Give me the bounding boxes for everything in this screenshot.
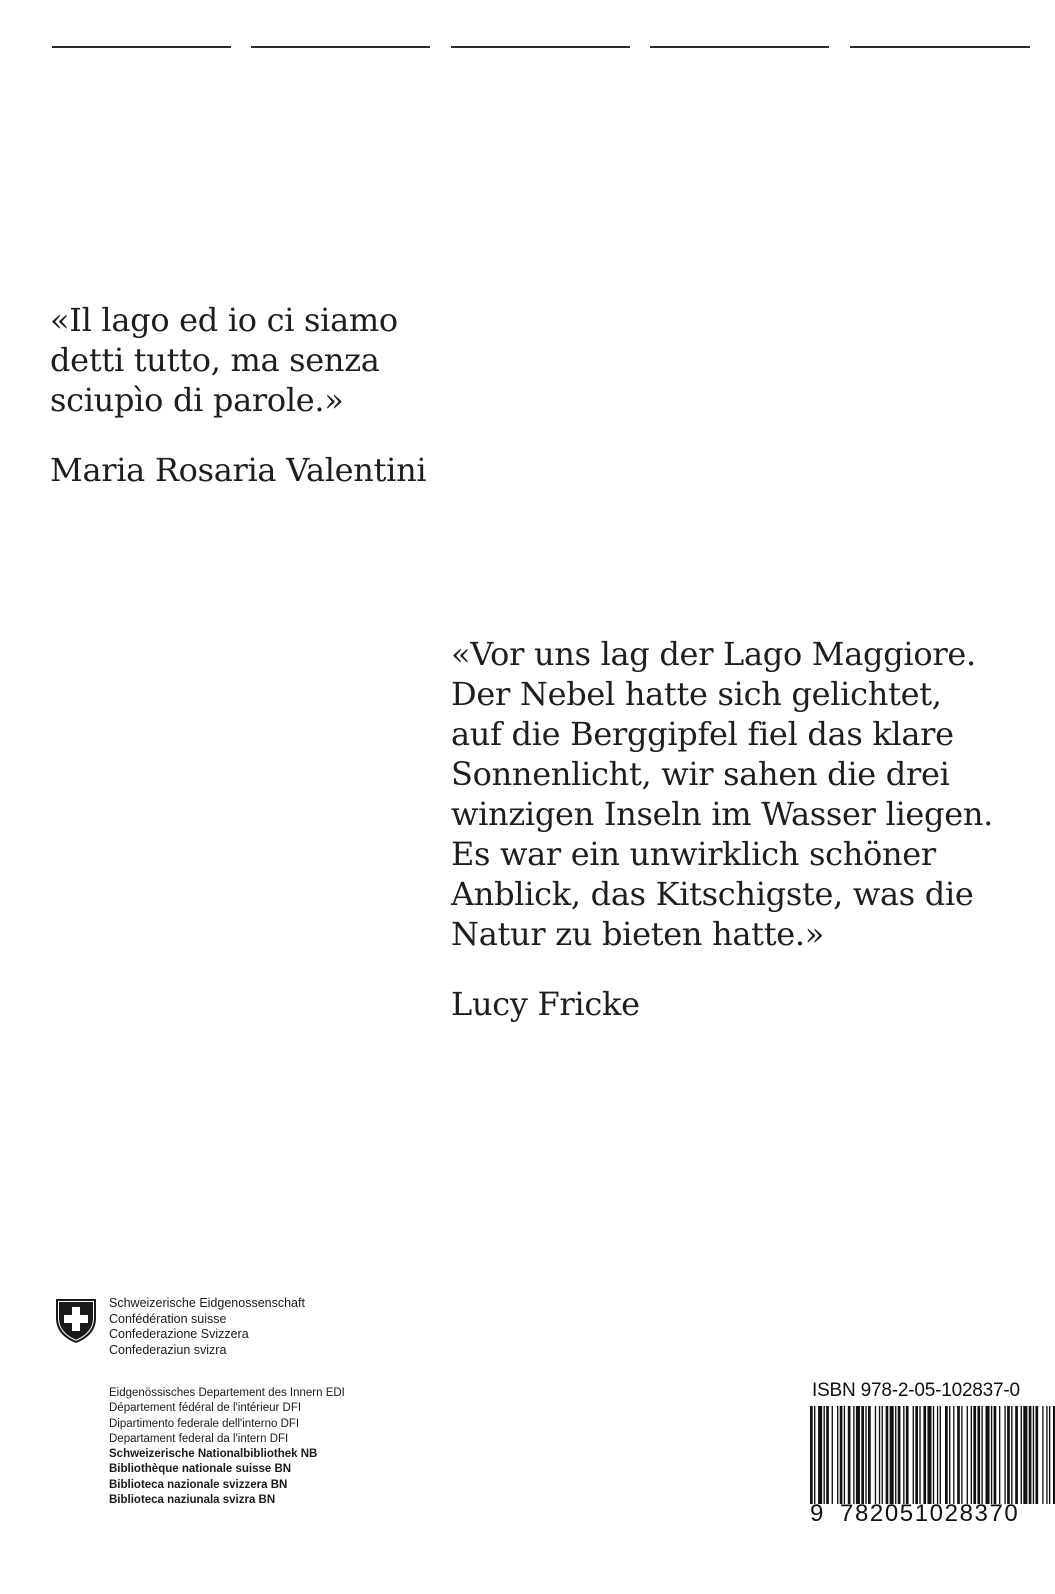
barcode-first-digit: 9: [810, 1500, 824, 1527]
rule-1: [52, 46, 231, 48]
quote-fricke: [451, 634, 993, 1024]
rule-5: [850, 46, 1030, 48]
barcode-bar: [906, 1406, 909, 1504]
quote-line: Anblick, das Kitschigste, was die: [451, 875, 974, 913]
barcode-bar: [1011, 1406, 1012, 1504]
department-line: Departament federal da l'intern DFI: [109, 1432, 289, 1445]
library-line: Bibliothèque nationale suisse BN: [109, 1463, 292, 1476]
barcode-bar: [1042, 1406, 1043, 1504]
barcode-bar: [957, 1406, 960, 1504]
barcode-bar: [824, 1406, 825, 1504]
barcode-bar: [1033, 1406, 1034, 1504]
quote-line: auf die Berggipfel fiel das klare: [451, 715, 954, 753]
barcode-bar: [919, 1406, 920, 1504]
barcode-bar: [875, 1406, 876, 1504]
library-line: Biblioteca naziunala svizra BN: [109, 1494, 276, 1507]
barcode-bar: [868, 1406, 871, 1504]
rule-3: [451, 46, 630, 48]
barcode-bar: [1023, 1406, 1027, 1504]
confederation-names: [109, 1296, 305, 1358]
barcode-bar: [913, 1406, 914, 1504]
quote-line: Der Nebel hatte sich gelichtet,: [451, 675, 942, 713]
top-rules: [52, 46, 1030, 48]
barcode-bar: [961, 1406, 962, 1504]
quote-valentini: [50, 300, 426, 490]
barcode-bar: [844, 1406, 845, 1504]
barcode-bar: [814, 1406, 815, 1504]
barcode-bar: [977, 1406, 980, 1504]
barcode-bar: [903, 1406, 904, 1504]
barcode-bar: [1049, 1406, 1050, 1504]
barcode-bar: [1015, 1406, 1018, 1504]
department-line: Département fédéral de l'intérieur DFI: [109, 1402, 302, 1415]
quote-author: Lucy Fricke: [451, 985, 640, 1023]
library-line: Biblioteca nazionale svizzera BN: [109, 1478, 288, 1491]
quote-line: Es war ein unwirklich schöner: [451, 835, 936, 873]
barcode-bar: [1004, 1406, 1005, 1504]
barcode-bar: [826, 1406, 829, 1504]
isbn-barcode-block: [808, 1380, 1055, 1528]
barcode-bar: [973, 1406, 976, 1504]
quote-line: winzigen Inseln im Wasser liegen.: [451, 795, 994, 833]
barcode-bar: [861, 1406, 864, 1504]
quote-line: sciupìo di parole.»: [50, 381, 344, 419]
department-names: [109, 1386, 345, 1508]
confederation-line: Confederazione Svizzera: [109, 1327, 249, 1341]
department-line: Eidgenössisches Departement des Innern EDI: [109, 1387, 345, 1399]
confederation-line: Confederaziun svizra: [109, 1342, 227, 1357]
barcode-bar: [882, 1406, 883, 1504]
isbn-label: ISBN 978-2-05-102837-0: [812, 1380, 1020, 1401]
barcode-bar: [886, 1406, 889, 1504]
barcode-bar: [971, 1406, 972, 1504]
barcode-rest-digits: 782051028370: [840, 1500, 1020, 1527]
barcode-bar: [1046, 1406, 1047, 1504]
barcode-bar: [923, 1406, 926, 1504]
barcode-bar: [933, 1406, 934, 1504]
barcode-bar: [832, 1406, 833, 1504]
barcode-bar: [1035, 1406, 1038, 1504]
swiss-cross-shield-icon: [54, 1296, 98, 1344]
barcode-bar: [994, 1406, 997, 1504]
barcode-bar: [818, 1406, 822, 1504]
quote-line: «Vor uns lag der Lago Maggiore.: [451, 635, 976, 673]
quote-line: «Il lago ed io ci siamo: [50, 301, 398, 339]
barcode-digits: [808, 1500, 1055, 1528]
confederation-line: Schweizerische Eidgenossenschaft: [109, 1296, 305, 1310]
barcode-bar: [853, 1406, 854, 1504]
barcode-bar: [848, 1406, 851, 1504]
barcode-bar: [967, 1406, 968, 1504]
barcode-bar: [890, 1406, 894, 1504]
barcode: [808, 1406, 1055, 1504]
barcode-bar: [879, 1406, 880, 1504]
barcode-bar: [927, 1406, 931, 1504]
quote-line: Natur zu bieten hatte.»: [451, 915, 825, 953]
barcode-bar: [949, 1406, 950, 1504]
barcode-bar: [865, 1406, 866, 1504]
barcode-bar: [898, 1406, 901, 1504]
barcode-bar: [986, 1406, 990, 1504]
barcode-bar: [1007, 1406, 1010, 1504]
barcode-bar: [1021, 1406, 1022, 1504]
barcode-bar: [915, 1406, 918, 1504]
barcode-bar: [810, 1406, 813, 1504]
barcode-bar: [991, 1406, 992, 1504]
barcode-bar: [945, 1406, 948, 1504]
quote-line: detti tutto, ma senza: [50, 341, 380, 379]
confederation-line: Confédération suisse: [109, 1311, 227, 1326]
barcode-bar: [999, 1406, 1000, 1504]
rule-4: [650, 46, 829, 48]
barcode-bar: [937, 1406, 938, 1504]
barcode-bar: [895, 1406, 896, 1504]
rule-2: [251, 46, 430, 48]
barcode-bar: [1029, 1406, 1032, 1504]
department-line: Dipartimento federale dell'interno DFI: [109, 1417, 300, 1430]
library-line: Schweizerische Nationalbibliothek NB: [109, 1448, 318, 1461]
barcode-bar: [856, 1406, 860, 1504]
quote-author: Maria Rosaria Valentini: [50, 451, 427, 489]
barcode-bar: [953, 1406, 954, 1504]
barcode-bar: [840, 1406, 843, 1504]
barcode-bar: [837, 1406, 838, 1504]
barcode-bar: [940, 1406, 941, 1504]
barcode-bar: [981, 1406, 982, 1504]
quote-line: Sonnenlicht, wir sahen die drei: [451, 755, 950, 793]
